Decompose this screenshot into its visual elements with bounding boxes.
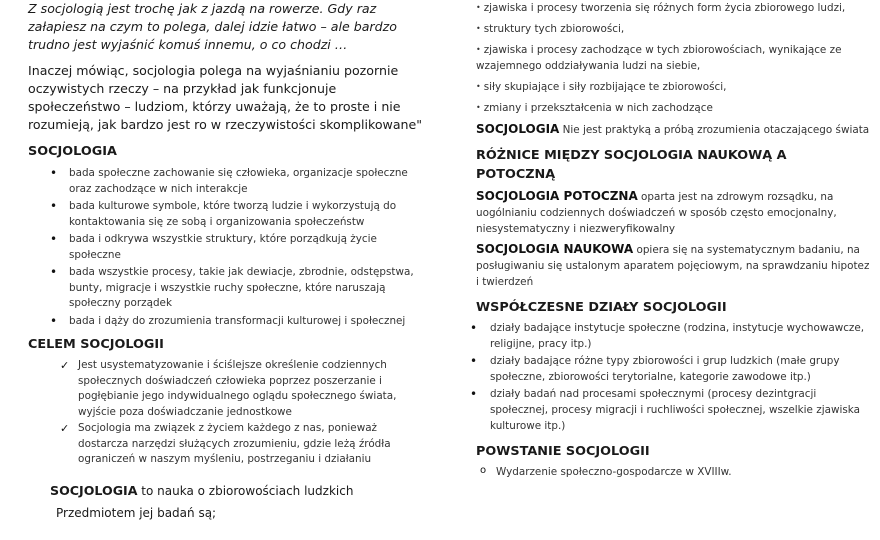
- list-item: o Wydarzenie społeczno-gospodarcze w XVIIIw.: [480, 464, 870, 480]
- not-practice-line: SOCJOLOGIA Nie jest praktyką a próbą zrozumienia otaczającego świata: [476, 122, 870, 136]
- celem-list: [60, 358, 428, 468]
- naukowa-paragraph: SOCJOLOGIA NAUKOWA opiera się na systematycznym badaniu, na posługiwaniu się ustalonym aparatem pojęciowym, na sprawdzaniu hipotez i twierdzeń: [476, 242, 870, 288]
- list-item: ✓ Jest usystematyzowanie i ściślejsze określenie codziennych społecznych doświadczeń człowieka poprzez poszerzanie i pogłębianie jego indywidualnego oglądu społecznego świata, wyjście poza doświadczanie jednostkowe: [60, 358, 428, 420]
- bullet-dot-icon: •: [476, 24, 481, 33]
- socjologia-list: [48, 166, 428, 329]
- bullet-dot-icon: •: [476, 82, 481, 91]
- heading-celem: CELEM SOCJOLOGII: [28, 337, 164, 352]
- list-item: • zjawiska i procesy zachodzące w tych zbiorowościach, wynikające ze wzajemnego oddziaływania ludzi na siebie,: [476, 44, 842, 72]
- list-item: • bada i dąży do zrozumienia transformacji kulturowej i społecznej: [48, 314, 428, 330]
- heading-powstanie: POWSTANIE SOCJOLOGII: [476, 444, 650, 459]
- list-item: • działy badań nad procesami społecznymi (procesy dezintgracji społecznej, procesy migracji i ruchliwości społecznej, wszelkie zjawiska kulturowe itp.): [470, 386, 870, 434]
- list-item: • działy badające instytucje społeczne (rodzina, instytucje wychowawcze, religijne, pracy itp.): [470, 320, 870, 352]
- subject-line: Przedmiotem jej badań są;: [56, 505, 217, 520]
- bullet-dot-icon: •: [476, 45, 481, 54]
- naukowa-bold: SOCJOLOGIA NAUKOWA: [476, 242, 634, 256]
- list-item: • bada wszystkie procesy, takie jak dewiacje, zbrodnie, odstępstwa, bunty, migracje i wszystkie ruchy społeczne, które naruszają społeczny porządek: [48, 265, 428, 312]
- opening-quote: Z socjologią jest trochę jak z jazdą na rowerze. Gdy raz załapiesz na czym to polega, dalej idzie łatwo – ale bardzo trudno jest wyjaśnić komuś innemu, o co chodzi …: [28, 1, 397, 52]
- left-column: [28, 0, 428, 522]
- subject-list: [470, 0, 870, 116]
- potoczna-bold: SOCJOLOGIA POTOCZNA: [476, 189, 638, 203]
- list-item: • zjawiska i procesy tworzenia się różnych form życia zbiorowego ludzi,: [476, 2, 846, 14]
- list-item: • siły skupiające i siły rozbijające te zbiorowości,: [476, 81, 727, 93]
- list-item: • działy badające różne typy zbiorowości i grup ludzkich (małe grupy społeczne, zbiorowości terytorialne, kategorie zawodowe itp.): [470, 353, 870, 385]
- bullet-dot-icon: •: [476, 103, 481, 112]
- heading-socjologia: SOCJOLOGIA: [28, 144, 117, 159]
- list-item: • bada społeczne zachowanie się człowieka, organizacje społeczne oraz zachodzące w nich interakcje: [48, 166, 428, 197]
- list-item: • struktury tych zbiorowości,: [476, 23, 625, 35]
- list-item: • bada kulturowe symbole, które tworzą ludzie i wykorzystują do kontaktowania się ze sobą i organizowania społeczeństw: [48, 199, 428, 230]
- bullet-dot-icon: •: [476, 3, 481, 12]
- dzialy-list: [470, 320, 870, 434]
- list-item: • bada i odkrywa wszystkie struktury, które porządkują życie społeczne: [48, 232, 428, 263]
- explanation-paragraph: Inaczej mówiąc, socjologia polega na wyjaśnianiu pozornie oczywistych rzeczy – na przykład jak funkcjonuje społeczeństwo – ludziom, którzy uważają, że to proste i nie rozumieją, jak bardzo jest ro w rzeczywistości skomplikowane": [28, 63, 423, 132]
- heading-dzialy: WSPÓŁCZESNE DZIAŁY SOCJOLOGII: [476, 300, 727, 315]
- list-item: • zmiany i przekształcenia w nich zachodzące: [476, 102, 713, 114]
- definition-line: [50, 482, 428, 500]
- not-practice-bold: SOCJOLOGIA: [476, 122, 560, 136]
- right-column: [470, 0, 870, 480]
- potoczna-paragraph: SOCJOLOGIA POTOCZNA oparta jest na zdrowym rozsądku, na uogólnianiu codziennych doświadczeń w sposób często emocjonalny, niesystematyczny i niezweryfikowalny: [476, 189, 837, 235]
- heading-roznice: RÓŻNICE MIĘDZY SOCJOLOGIA NAUKOWĄ A POTOCZNĄ: [476, 148, 787, 182]
- definition-bold: SOCJOLOGIA: [50, 482, 138, 498]
- powstanie-list: [470, 464, 870, 480]
- list-item: ✓ Socjologia ma związek z życiem każdego z nas, ponieważ dostarcza narzędzi służących zrozumieniu, gdzie leżą źródła ograniczeń w naszym myśleniu, postrzeganiu i działaniu: [60, 421, 428, 468]
- definition-rest: to nauka o zbiorowościach ludzkich: [137, 483, 354, 498]
